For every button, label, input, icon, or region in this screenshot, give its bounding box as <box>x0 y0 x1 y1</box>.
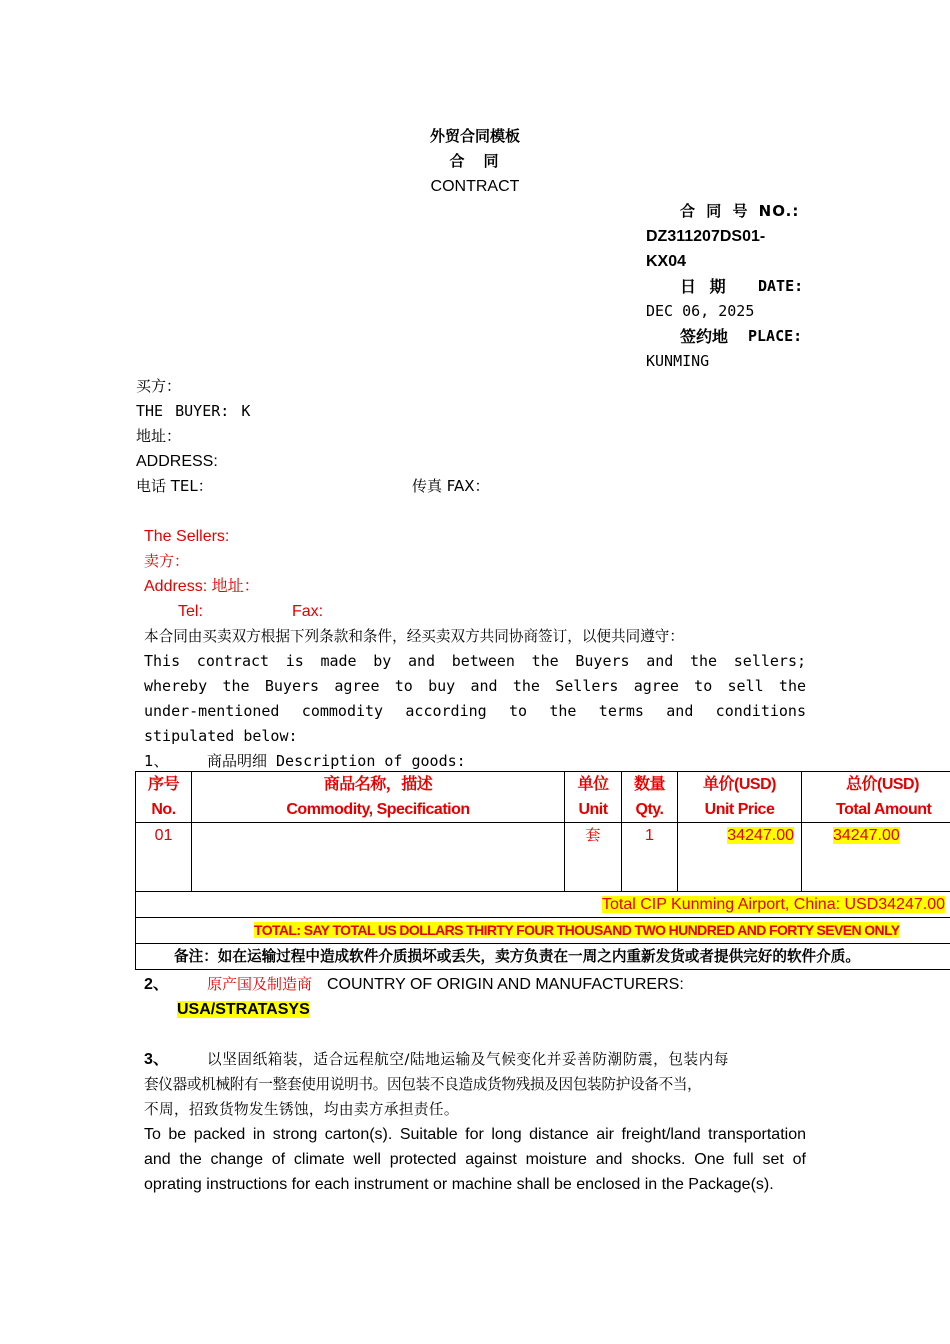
header-total-amount: 总价(USD) Total Amount <box>802 772 950 823</box>
cell-unit-price: 34247.00 <box>678 823 802 892</box>
section3-zh-line: 套仪器或机械附有一整套使用说明书。因包装不良造成货物残损及因包装防护设备不当， <box>144 1076 702 1093</box>
section3-zh-line: 以坚固纸箱装，适合远程航空/陆地运输及气候变化并妥善防潮防震，包装内每 <box>207 1051 730 1068</box>
seller-label-zh: 卖方： <box>144 552 190 570</box>
buyer-fax: 传真 FAX： <box>412 477 490 495</box>
say-total-row <box>136 918 950 944</box>
say-total: TOTAL: SAY TOTAL US DOLLARS THIRTY FOUR THOUSAND TWO HUNDRED AND FORTY SEVEN ONLY <box>136 918 950 944</box>
cell-qty: 1 <box>622 823 678 892</box>
remark: 备注：如在运输过程中造成软件介质损坏或丢失，卖方负责在一周之内重新发货或者提供完好的软件介质。 <box>136 944 950 970</box>
section3-en <box>144 1122 806 1197</box>
contract-no-value-2: KX04 <box>646 253 687 270</box>
header-qty: 数量 Qty. <box>622 772 678 823</box>
contract-no-value-1: DZ311207DS01- <box>646 228 766 245</box>
section2-title-zh: 原产国及制造商 <box>207 975 313 993</box>
section3-zh-line: 不周，招致货物发生锈蚀，均由卖方承担责任。 <box>144 1101 459 1118</box>
seller-address: Address: 地址： <box>144 578 260 595</box>
cell-commodity <box>192 823 565 892</box>
template-title: 外贸合同模板 <box>429 127 520 145</box>
section1-title: 商品明细 Description of goods: <box>207 752 466 770</box>
seller-label-en: The Sellers: <box>144 528 230 545</box>
table-row <box>136 823 950 892</box>
buyer-label-en: THE BUYER: K <box>136 402 251 420</box>
section1-number: 1、 <box>144 752 169 770</box>
date-value: DEC 06, 2025 <box>646 302 755 320</box>
total-cip: Total CIP Kunming Airport, China: USD34247.00 <box>136 892 950 918</box>
cell-unit: 套 <box>565 823 622 892</box>
section2-value: USA/STRATASYS <box>177 1001 310 1018</box>
header-no: 序号 No. <box>136 772 192 823</box>
place-label-zh: 签约地 <box>680 327 729 346</box>
section3-en-line: oprating instructions for each instrument or machine shall be enclosed in the Package(s). <box>144 1176 774 1193</box>
section3-number: 3、 <box>144 1051 169 1068</box>
remark-row <box>136 944 950 970</box>
buyer-address-en: ADDRESS: <box>136 453 218 470</box>
intro-en-line: whereby the Buyers agree to buy and the Sellers agree to sell the <box>144 677 806 695</box>
buyer-label-zh: 买方： <box>136 377 182 395</box>
section3-en-line: and the change of climate well protected against moisture and shocks. One full set of <box>144 1151 806 1168</box>
cell-no: 01 <box>136 823 192 892</box>
cell-total: 34247.00 <box>802 823 950 892</box>
intro-en-line: This contract is made by and between the Buyers and the sellers; <box>144 652 806 670</box>
contract-no-label: 合 同 号 NO.: <box>680 202 800 220</box>
date-label-zh: 日 期 <box>680 277 730 296</box>
intro-en-line: stipulated below: <box>144 727 298 745</box>
section3-en-line: To be packed in strong carton(s). Suitable for long distance air freight/land transportation <box>144 1126 806 1143</box>
intro-en <box>144 649 806 749</box>
buyer-address-zh: 地址： <box>136 427 182 445</box>
seller-tel: Tel: <box>178 603 203 620</box>
goods-table <box>135 771 950 970</box>
total-row <box>136 892 950 918</box>
section2-number: 2、 <box>144 976 169 993</box>
buyer-tel: 电话 TEL： <box>136 477 213 495</box>
table-header-row <box>136 772 950 823</box>
contract-title-zh: 合 同 <box>449 152 501 170</box>
header-unit-price: 单价(USD) Unit Price <box>678 772 802 823</box>
section2-title-en: COUNTRY OF ORIGIN AND MANUFACTURERS: <box>327 976 684 993</box>
intro-zh: 本合同由买卖双方根据下列条款和条件，经买卖双方共同协商签订，以便共同遵守： <box>144 628 684 645</box>
place-label-en: PLACE: <box>748 327 803 345</box>
seller-fax: Fax: <box>292 603 324 620</box>
contract-title-en: CONTRACT <box>430 178 520 195</box>
header-commodity: 商品名称，描述 Commodity, Specification <box>192 772 565 823</box>
intro-en-line: under-mentioned commodity according to the terms and conditions <box>144 702 806 720</box>
place-value: KUNMING <box>646 352 710 370</box>
header-unit: 单位 Unit <box>565 772 622 823</box>
date-label-en: DATE: <box>758 277 804 295</box>
